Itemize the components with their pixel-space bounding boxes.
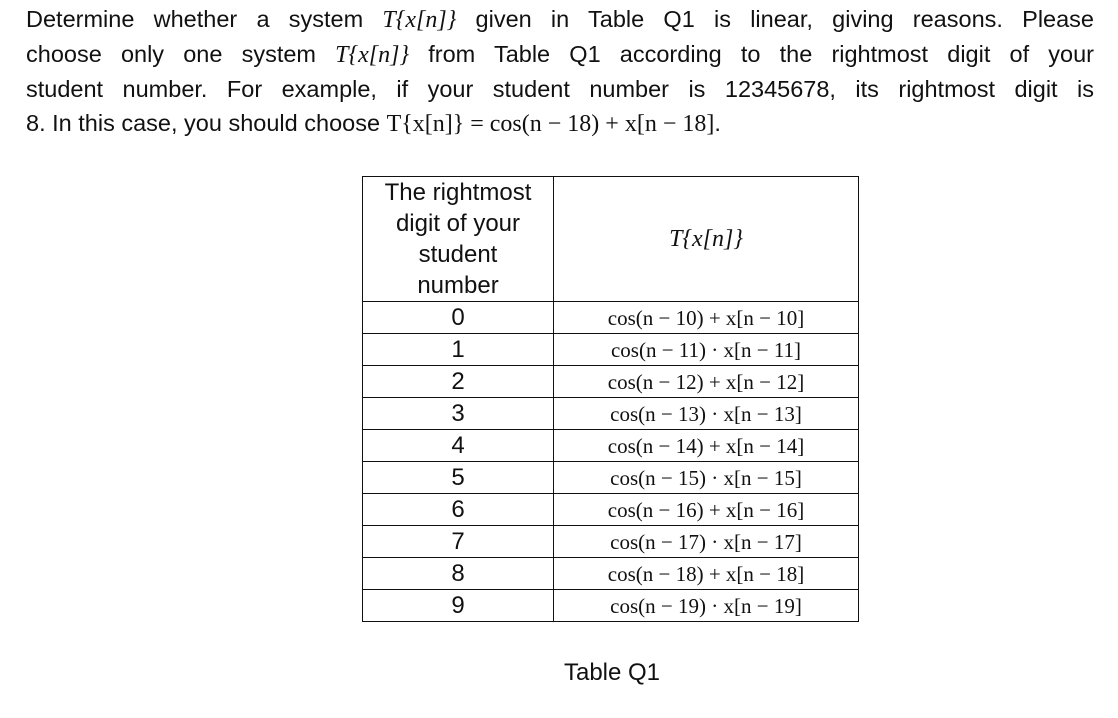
table-row	[363, 494, 859, 526]
system-cell: cos(n − 13) · x[n − 13]	[554, 398, 859, 430]
table-row	[363, 526, 859, 558]
system-cell: cos(n − 15) · x[n − 15]	[554, 462, 859, 494]
system-cell: cos(n − 17) · x[n − 17]	[554, 526, 859, 558]
digit-cell: 4	[363, 430, 554, 462]
table-caption: Table Q1	[563, 659, 661, 686]
table-row	[363, 590, 859, 622]
table-row	[363, 366, 859, 398]
system-cell: cos(n − 14) + x[n − 14]	[554, 430, 859, 462]
system-cell: cos(n − 12) + x[n − 12]	[554, 366, 859, 398]
header-digit-column: The rightmost digit of your student number	[363, 177, 554, 302]
table-row	[363, 558, 859, 590]
system-cell: cos(n − 11) · x[n − 11]	[554, 334, 859, 366]
digit-cell: 0	[363, 302, 554, 334]
digit-cell: 9	[363, 590, 554, 622]
math-example-system: T{x[n]} = cos(n − 18) + x[n − 18]	[386, 111, 715, 137]
digit-cell: 2	[363, 366, 554, 398]
digit-cell: 8	[363, 558, 554, 590]
digit-cell: 7	[363, 526, 554, 558]
system-cell: cos(n − 18) + x[n − 18]	[554, 558, 859, 590]
header-system-column: T{x[n]}	[554, 177, 859, 302]
system-cell: cos(n − 10) + x[n − 10]	[554, 302, 859, 334]
digit-cell: 5	[363, 462, 554, 494]
digit-cell: 1	[363, 334, 554, 366]
digit-cell: 6	[363, 494, 554, 526]
question-text	[26, 2, 1094, 141]
question-line-3: student number. For example, if your student number is 12345678, its rightmost digit is	[26, 76, 1094, 102]
table-row	[363, 462, 859, 494]
question-line-4: 8. In this case, you should choose T{x[n]} = cos(n − 18) + x[n − 18].	[26, 110, 721, 137]
table-row	[363, 398, 859, 430]
system-cell: cos(n − 16) + x[n − 16]	[554, 494, 859, 526]
table-header-row	[363, 177, 859, 302]
table-row	[363, 334, 859, 366]
system-cell: cos(n − 19) · x[n − 19]	[554, 590, 859, 622]
math-system-symbol: T{x[n]}	[382, 7, 457, 33]
table-row	[363, 302, 859, 334]
question-line-2: choose only one system T{x[n]} from Table Q1 according to the rightmost digit of your	[26, 41, 1094, 68]
table-q1	[362, 176, 859, 622]
table-row	[363, 430, 859, 462]
math-system-symbol: T{x[n]}	[335, 42, 410, 68]
digit-cell: 3	[363, 398, 554, 430]
question-line-1: Determine whether a system T{x[n]} given in Table Q1 is linear, giving reasons. Please	[26, 6, 1094, 33]
